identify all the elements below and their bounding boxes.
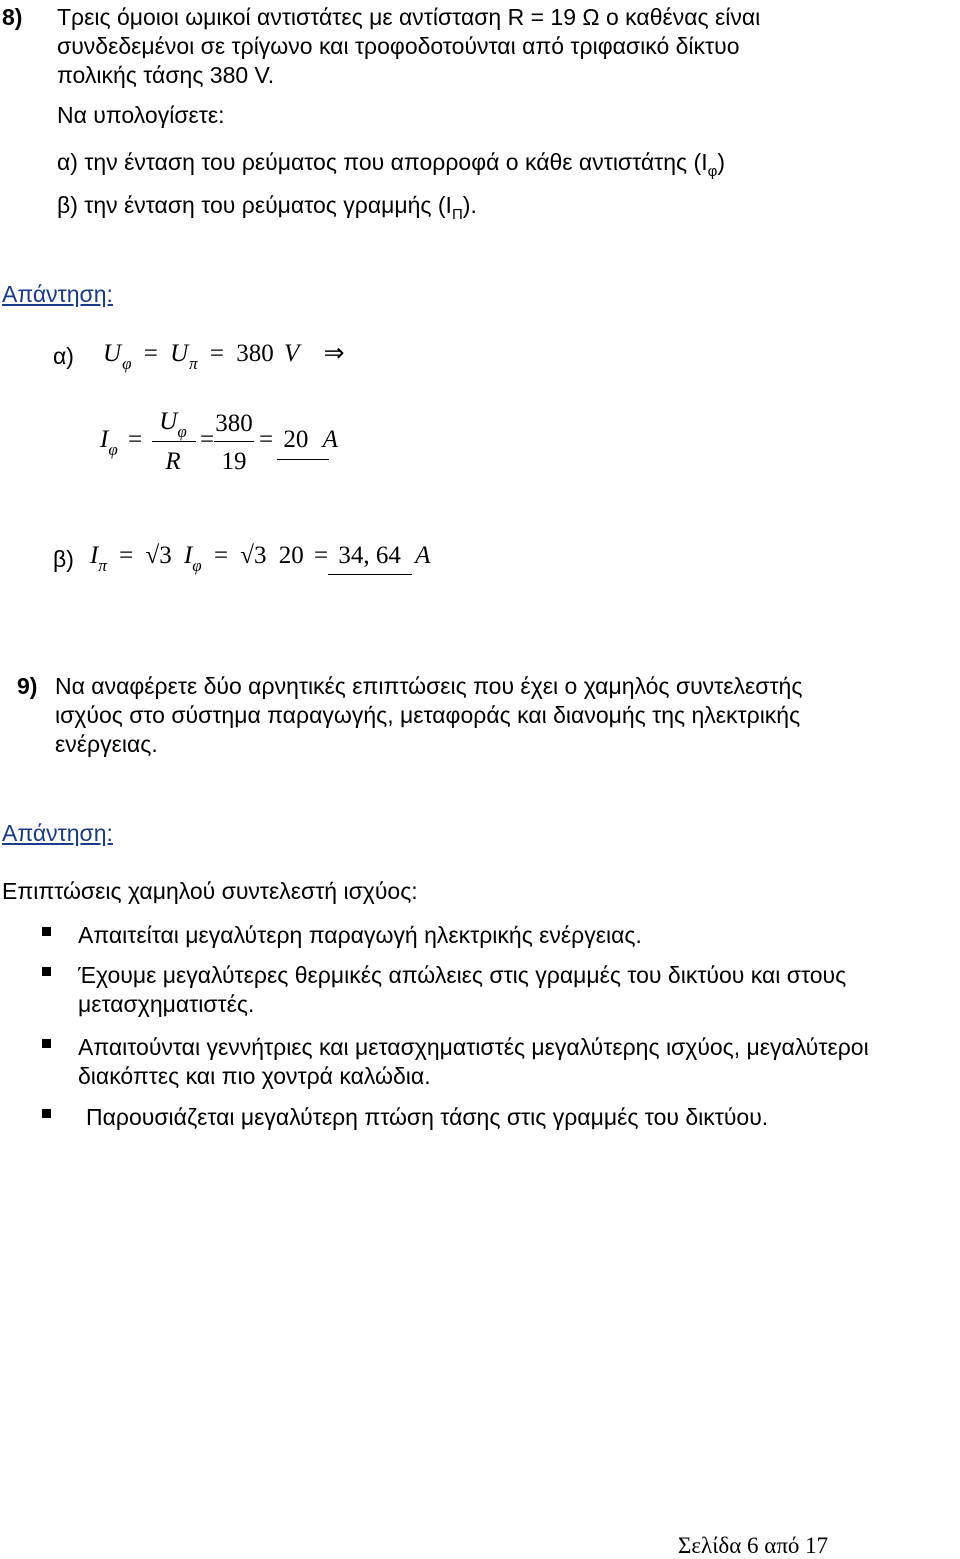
list-item-3-line-2: διακόπτες και πιο χοντρά καλώδια. — [78, 1063, 431, 1089]
part-a-close: ) — [717, 149, 725, 175]
answer-heading-8: Απάντηση: — [2, 281, 113, 307]
equation-voltage: $U_\varphi = U_\pi = 380$ V ⇒ — [103, 340, 345, 373]
question-8-line-1: Τρεις όμοιοι ωμικοί αντιστάτες με αντίσταση R = 19 Ω ο καθένας είναι — [57, 4, 761, 30]
part-b-text: β) την ένταση του ρεύματος γραμμής (I — [57, 192, 452, 218]
fraction-2-bar — [214, 441, 254, 442]
equation-current-result: = 20 A — [259, 426, 338, 453]
result-underline-2 — [328, 574, 412, 575]
bullet-icon — [42, 967, 51, 976]
question-8-prompt: Να υπολογίσετε: — [57, 102, 225, 128]
fraction-2-numerator: 380 — [215, 410, 253, 437]
fraction-1-bar — [152, 441, 196, 442]
bullet-icon — [42, 1039, 51, 1048]
question-9-line-1: Να αναφέρετε δύο αρνητικές επιπτώσεις που έχει ο χαμηλός συντελεστής — [55, 673, 803, 699]
question-8-number: 8) — [2, 4, 23, 30]
question-9-line-2: ισχύος στο σύστημα παραγωγής, μεταφοράς και διανομής της ηλεκτρικής — [55, 702, 801, 728]
result-underline-1 — [277, 459, 329, 460]
bullet-icon — [42, 927, 51, 936]
part-b-close: ). — [462, 192, 477, 218]
question-8-part-a — [57, 147, 725, 181]
question-9-number: 9) — [17, 673, 38, 699]
list-item-3-line-1: Απαιτούνται γεννήτριες και μετασχηματιστές μεγαλύτερης ισχύος, μεγαλύτεροι — [78, 1034, 869, 1060]
page-number: Σελίδα 6 από 17 — [678, 1533, 829, 1558]
fraction-2-denominator: 19 — [221, 448, 247, 475]
list-item-2-line-1: Έχουμε μεγαλύτερες θερμικές απώλειες στις γραμμές του δικτύου και στους — [78, 962, 847, 988]
question-8-part-b — [57, 190, 477, 224]
equation-line-current: $I_\pi = √3$ $I_\varphi = √3$ 20 = 34, 64 A — [90, 542, 431, 575]
part-b-sub: Π — [451, 206, 463, 223]
part-a-text: α) την ένταση του ρεύματος που απορροφά ο κάθε αντιστάτης (I — [57, 149, 708, 175]
solution-a-label: α) — [53, 343, 74, 369]
answer-heading-9: Απάντηση: — [2, 820, 113, 846]
question-9-line-3: ενέργειας. — [55, 731, 158, 757]
solution-9-intro: Επιπτώσεις χαμηλού συντελεστή ισχύος: — [2, 878, 418, 904]
question-8-line-3: πολικής τάσης 380 V. — [57, 62, 275, 88]
list-item-2-line-2: μετασχηματιστές. — [78, 991, 255, 1017]
part-a-sub: φ — [707, 163, 718, 180]
bullet-icon — [42, 1109, 51, 1118]
list-item-1: Απαιτείται μεγαλύτερη παραγωγή ηλεκτρικής ενέργειας. — [78, 922, 642, 948]
fraction-1-numerator: $U_\varphi$ — [159, 408, 187, 441]
equals-sign-2: = — [200, 426, 215, 453]
question-8-line-2: συνδεδεμένοι σε τρίγωνο και τροφοδοτούνται από τριφασικό δίκτυο — [57, 33, 740, 59]
fraction-1-denominator: R — [165, 448, 181, 475]
solution-b-label: β) — [53, 546, 74, 572]
equation-current-lhs: $I_\varphi$ = — [100, 426, 143, 459]
list-item-4: Παρουσιάζεται μεγαλύτερη πτώση τάσης στις γραμμές του δικτύου. — [86, 1104, 769, 1130]
